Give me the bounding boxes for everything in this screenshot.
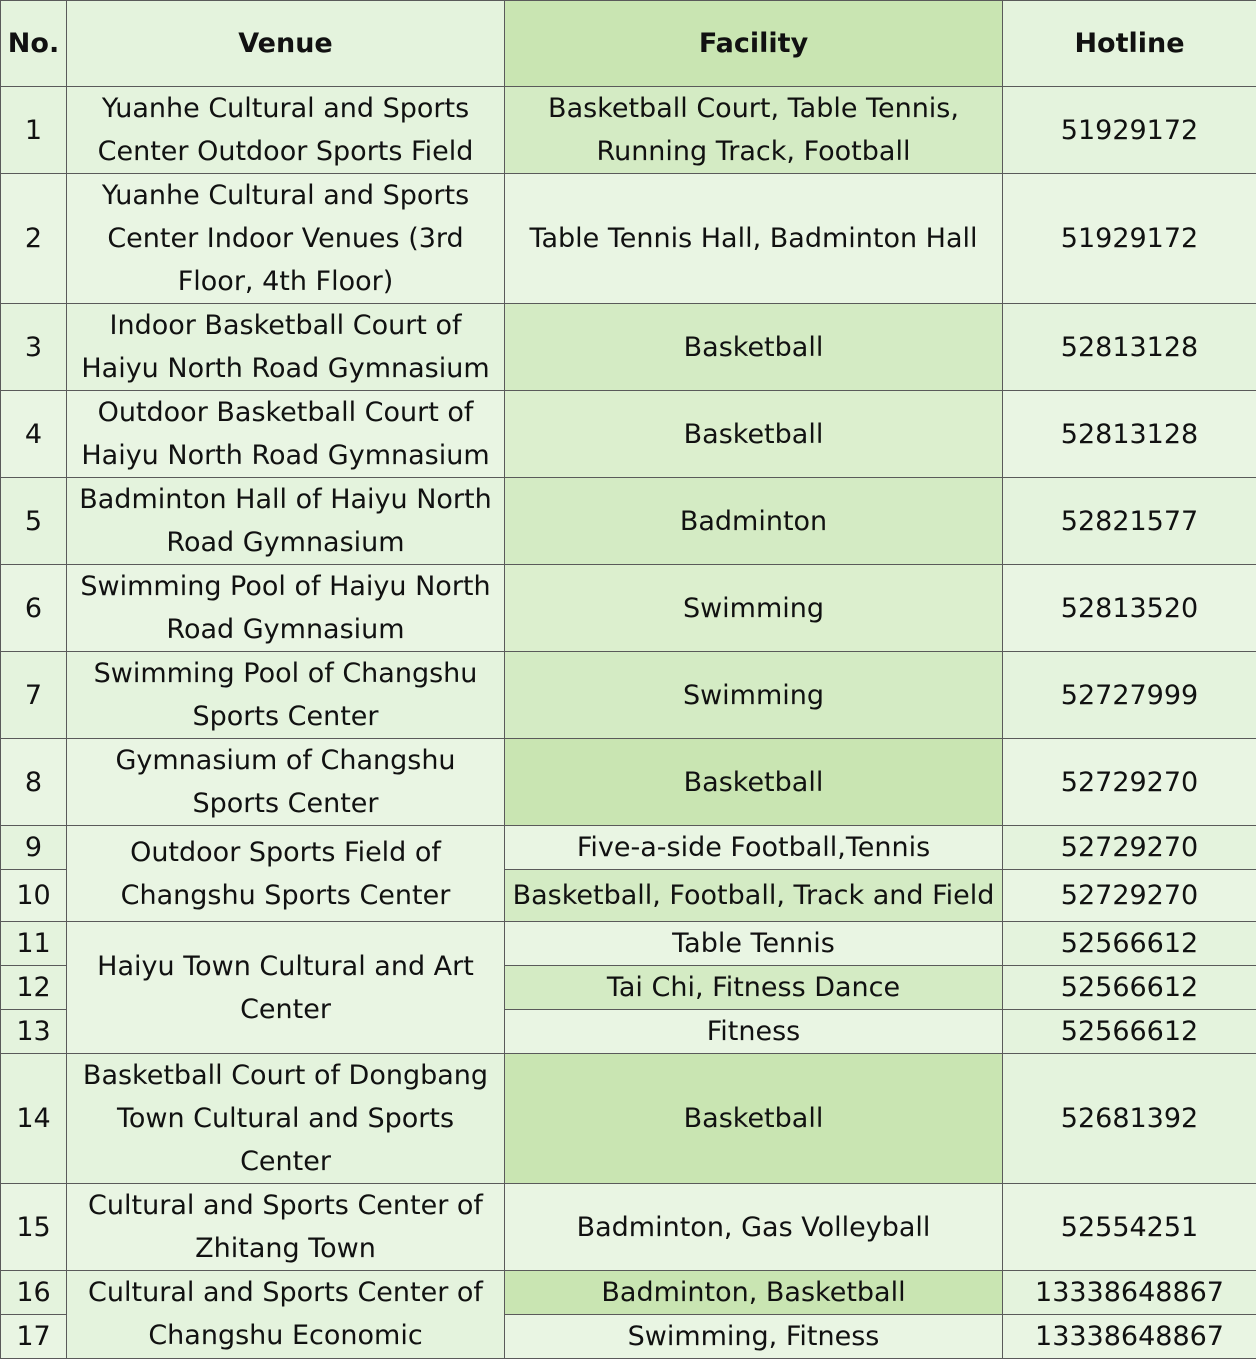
row-facility: Basketball	[505, 739, 1003, 826]
row-facility: Swimming	[505, 565, 1003, 652]
row-facility: Swimming, Fitness	[505, 1315, 1003, 1359]
table-row	[1, 391, 1256, 478]
row-no: 1	[1, 87, 67, 174]
row-hotline: 52554251	[1003, 1184, 1256, 1271]
row-hotline: 52813128	[1003, 304, 1256, 391]
header-facility: Facility	[505, 1, 1003, 87]
row-venue: Indoor Basketball Court of Haiyu North Road Gymnasium	[67, 304, 505, 391]
row-hotline: 51929172	[1003, 87, 1256, 174]
table-row	[1, 826, 1256, 870]
table-row	[1, 174, 1256, 304]
row-no: 15	[1, 1184, 67, 1271]
row-venue: Outdoor Sports Field of Changshu Sports Center	[67, 826, 505, 922]
row-facility: Basketball Court, Table Tennis, Running Track, Football	[505, 87, 1003, 174]
row-hotline: 52813128	[1003, 391, 1256, 478]
header-no: No.	[1, 1, 67, 87]
row-hotline: 52566612	[1003, 922, 1256, 966]
row-hotline: 52566612	[1003, 1010, 1256, 1054]
row-hotline: 52729270	[1003, 870, 1256, 922]
row-facility: Five-a-side Football,Tennis	[505, 826, 1003, 870]
table-row	[1, 87, 1256, 174]
row-no: 2	[1, 174, 67, 304]
row-venue: Yuanhe Cultural and Sports Center Indoor Venues (3rd Floor, 4th Floor)	[67, 174, 505, 304]
table-row	[1, 739, 1256, 826]
row-venue: Outdoor Basketball Court of Haiyu North Road Gymnasium	[67, 391, 505, 478]
row-no: 4	[1, 391, 67, 478]
row-venue: Cultural and Sports Center of Zhitang Town	[67, 1184, 505, 1271]
row-facility: Badminton, Basketball	[505, 1271, 1003, 1315]
row-no: 11	[1, 922, 67, 966]
row-facility: Swimming	[505, 652, 1003, 739]
table-row	[1, 478, 1256, 565]
row-no: 14	[1, 1054, 67, 1184]
row-hotline: 52729270	[1003, 739, 1256, 826]
row-hotline: 52813520	[1003, 565, 1256, 652]
row-facility: Tai Chi, Fitness Dance	[505, 966, 1003, 1010]
row-hotline: 52681392	[1003, 1054, 1256, 1184]
row-hotline: 13338648867	[1003, 1271, 1256, 1315]
row-venue: Badminton Hall of Haiyu North Road Gymnasium	[67, 478, 505, 565]
row-venue: Basketball Court of Dongbang Town Cultural and Sports Center	[67, 1054, 505, 1184]
row-venue: Gymnasium of Changshu Sports Center	[67, 739, 505, 826]
row-no: 10	[1, 870, 67, 922]
table-row	[1, 304, 1256, 391]
row-no: 6	[1, 565, 67, 652]
row-no: 16	[1, 1271, 67, 1315]
table-row	[1, 652, 1256, 739]
table-row	[1, 565, 1256, 652]
row-no: 5	[1, 478, 67, 565]
row-no: 9	[1, 826, 67, 870]
table-row	[1, 1054, 1256, 1184]
row-facility: Basketball	[505, 1054, 1003, 1184]
row-no: 12	[1, 966, 67, 1010]
row-venue: Swimming Pool of Haiyu North Road Gymnasium	[67, 565, 505, 652]
row-facility: Basketball, Football, Track and Field	[505, 870, 1003, 922]
row-hotline: 13338648867	[1003, 1315, 1256, 1359]
header-venue: Venue	[67, 1, 505, 87]
row-facility: Badminton	[505, 478, 1003, 565]
table-row	[1, 1271, 1256, 1315]
row-no: 17	[1, 1315, 67, 1359]
row-no: 13	[1, 1010, 67, 1054]
header-row	[1, 1, 1256, 87]
row-venue: Cultural and Sports Center of Changshu Economic	[67, 1271, 505, 1359]
row-facility: Badminton, Gas Volleyball	[505, 1184, 1003, 1271]
header-hotline: Hotline	[1003, 1, 1256, 87]
row-venue: Swimming Pool of Changshu Sports Center	[67, 652, 505, 739]
row-hotline: 52729270	[1003, 826, 1256, 870]
table-row	[1, 922, 1256, 966]
row-hotline: 51929172	[1003, 174, 1256, 304]
row-facility: Table Tennis Hall, Badminton Hall	[505, 174, 1003, 304]
row-venue: Haiyu Town Cultural and Art Center	[67, 922, 505, 1054]
row-hotline: 52727999	[1003, 652, 1256, 739]
row-no: 8	[1, 739, 67, 826]
row-facility: Fitness	[505, 1010, 1003, 1054]
table-row	[1, 1184, 1256, 1271]
row-facility: Table Tennis	[505, 922, 1003, 966]
row-hotline: 52821577	[1003, 478, 1256, 565]
row-facility: Basketball	[505, 391, 1003, 478]
row-venue: Yuanhe Cultural and Sports Center Outdoor Sports Field	[67, 87, 505, 174]
row-hotline: 52566612	[1003, 966, 1256, 1010]
row-facility: Basketball	[505, 304, 1003, 391]
row-no: 7	[1, 652, 67, 739]
row-no: 3	[1, 304, 67, 391]
